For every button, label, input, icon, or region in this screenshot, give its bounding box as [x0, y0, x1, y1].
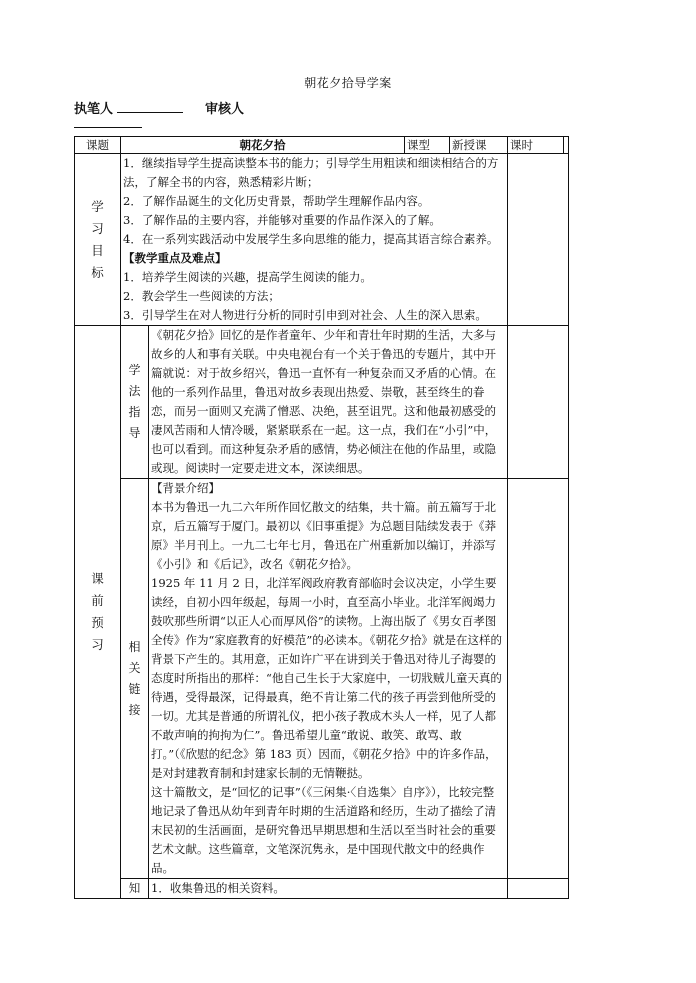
links-label: 相 关 链 接 — [121, 479, 149, 879]
goals-label: 学 习 目 标 — [75, 154, 121, 326]
key-point-line: 2．教会学生一些阅读的方法； — [123, 289, 280, 303]
author-reviewer-line — [74, 98, 244, 117]
goals-row — [75, 154, 569, 326]
knowledge-row — [75, 879, 569, 899]
method-row — [75, 326, 569, 479]
lesson-table — [74, 136, 569, 899]
background-paragraph-3: 这十篇散文，是“回忆的记事”（《三闲集·〈自选集〉自序》），比较完整地记录了鲁迅从幼年到青年时期的生活道路和经历，生动了描绘了清末民初的生活画面，是研究鲁迅早期思想和生活以至当时社会的重要艺术文献。这些篇章，文笔深沉隽永，是中国现代散文中的经典作品。 — [151, 785, 496, 875]
goal-line: 2．了解作品诞生的文化历史背景，帮助学生理解作品内容。 — [123, 194, 430, 208]
method-label: 学 法 指 导 — [121, 326, 149, 479]
knowledge-label: 知 — [121, 879, 149, 899]
goals-content — [121, 154, 508, 326]
goal-line: 4．在一系列实践活动中发展学生多向思维的能力，提高其语言综合素养。 — [123, 232, 499, 246]
header-type-label: 课型 — [405, 137, 450, 154]
header-type-value: 新授课 — [450, 137, 508, 154]
key-point-line: 1．培养学生阅读的兴趣，提高学生阅读的能力。 — [123, 270, 372, 284]
links-content — [149, 479, 508, 879]
goal-line: 3．了解作品的主要内容，并能够对重要的作品作深入的了解。 — [123, 213, 441, 227]
method-empty-cell — [508, 326, 569, 479]
key-point-line: 3．引导学生在对人物进行分析的同时引申到对社会、人生的深入思索。 — [123, 308, 487, 322]
header-hours-label: 课时 — [508, 137, 564, 154]
author-blank — [117, 100, 183, 113]
reviewer-label: 审核人 — [205, 102, 245, 117]
background-paragraph-2: 1925 年 11 月 2 日，北洋军阀政府教育部临时会议决定，小学生要读经，自初小四年级起，每周一小时，直至高小毕业。北洋军阀竭力鼓吹那些所谓“以正人心而厚风俗”的读物。上海出版了《男女百孝图全传》作为“家庭教育的好模范”的必读本。《朝花夕拾》就是在这样的背景下产生的。其用意，正如许广平在讲到关于鲁迅对待儿子海婴的态度时所指出的那样：“他自己生长于大家庭中，一切戕贼儿童天真的待遇，受得最深，记得最真，绝不肯让第二代的孩子再尝到他所受的一切。尤其是普通的所谓礼仪，把小孩子教成木头人一样，见了人都不敢声响的拘拘为仁”。鲁迅希望儿童“敢说、敢笑、敢骂、敢打。”（《欣慰的纪念》第 183 页）因而，《朝花夕拾》中的许多作品，是对封建教育制和封建家长制的无情鞭挞。 — [151, 576, 503, 780]
goal-line: 1．继续指导学生提高读整本书的能力；引导学生用粗读和细读相结合的方法，了解全书的内容，熟悉精彩片断； — [123, 156, 499, 189]
header-title: 朝花夕拾 — [121, 137, 405, 154]
background-heading: 【背景介绍】 — [151, 481, 220, 495]
knowledge-line: 1．收集鲁迅的相关资料。 — [149, 879, 508, 899]
goals-empty-cell — [508, 154, 569, 326]
author-label: 执笔人 — [74, 102, 114, 117]
header-hours-value — [564, 137, 569, 154]
key-points-heading: 【教学重点及难点】 — [123, 251, 227, 265]
preview-label: 课 前 预 习 — [75, 326, 121, 899]
meta-divider — [74, 127, 142, 128]
links-row — [75, 479, 569, 879]
document-title: 朝花夕拾导学案 — [304, 76, 392, 90]
background-paragraph-1: 本书为鲁迅一九二六年所作回忆散文的结集，共十篇。前五篇写于北京，后五篇写于厦门。最初以《旧事重提》为总题目陆续发表于《莽原》半月刊上。一九二七年七月，鲁迅在广州重新加以编订，并添写《小引》和《后记》，改名《朝花夕拾》。 — [151, 500, 496, 571]
header-row — [75, 137, 569, 154]
header-topic-label: 课题 — [75, 137, 121, 154]
knowledge-empty-cell — [508, 879, 569, 899]
method-text: 《朝花夕拾》回忆的是作者童年、少年和青壮年时期的生活，大多与故乡的人和事有关联。中央电视台有一个关于鲁迅的专题片，其中开篇就说：对于故乡绍兴，鲁迅一直怀有一种复杂而又矛盾的心情。在他的一系列作品里，鲁迅对故乡表现出热爱、崇敬，甚至终生的眷恋，而另一面则又充满了憎恶、决绝，甚至诅咒。这和他最初感受的凄风苦雨和人情冷暖，紧紧联系在一起。这一点，我们在“小引”中，也可以看到。而这种复杂矛盾的感情，势必倾注在他的作品里，或隐或现。阅读时一定要走进文本，深读细思。 — [149, 326, 508, 479]
links-empty-cell — [508, 479, 569, 879]
